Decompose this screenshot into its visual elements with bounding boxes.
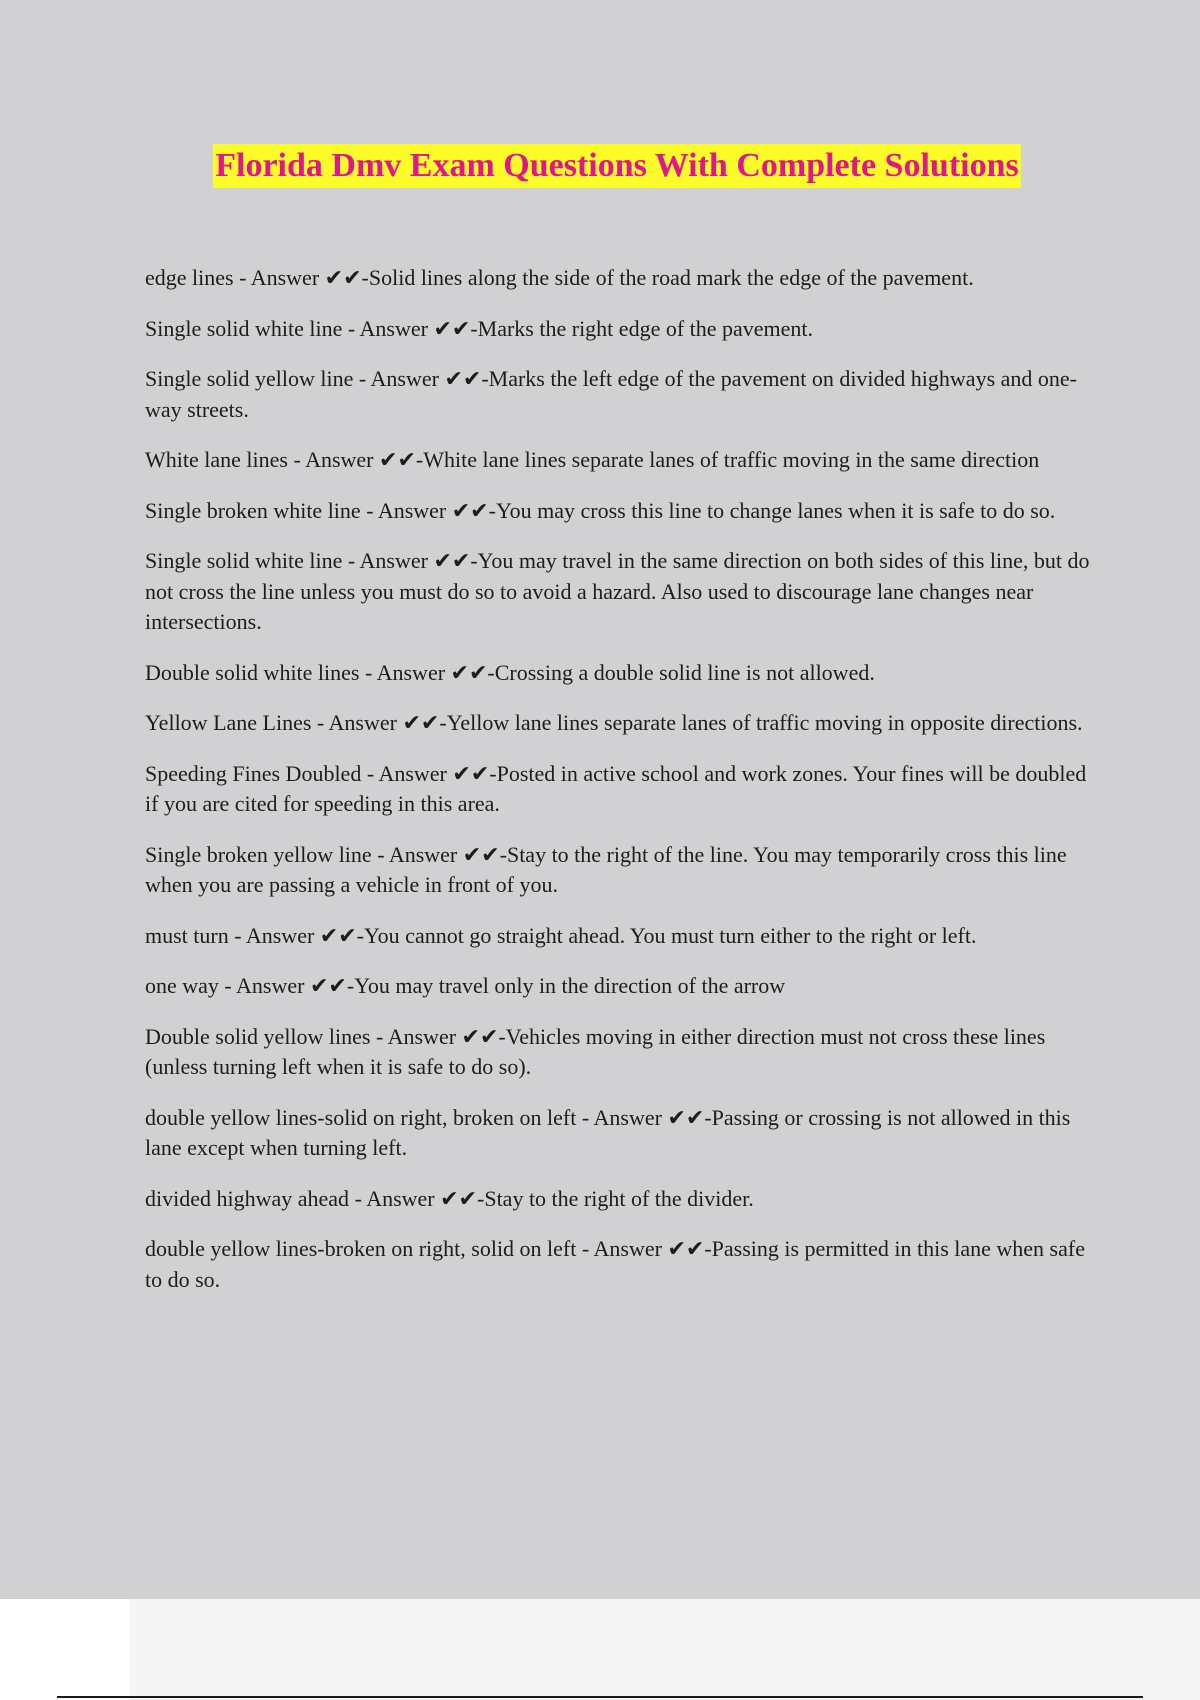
qa-item [145,263,1090,294]
qa-term: Yellow Lane Lines [145,710,312,735]
qa-answer-label: Answer [359,315,428,341]
qa-separator: - [499,841,507,867]
checkmark-icon: ✔✔ [324,265,362,290]
qa-separator: - [477,1185,485,1211]
qa-term: divided highway ahead [145,1185,350,1211]
qa-answer: Solid lines along the side of the road mark the edge of the pavement. [368,265,974,290]
qa-term: White lane lines [145,447,288,472]
qa-answer-label: Answer [366,1185,435,1211]
qa-separator: - [361,265,369,290]
qa-term: must turn [145,922,229,948]
qa-answer: White lane lines separate lanes of traffic moving in the same direction [423,447,1040,472]
qa-answer: Crossing a double solid line is not allowed. [494,659,875,685]
qa-term: Single solid yellow line [145,366,354,391]
qa-term: Single solid white line [145,315,343,341]
qa-separator: - [342,315,360,341]
qa-term: Speeding Fines Doubled [145,760,362,786]
qa-separator: - [704,1236,712,1261]
qa-answer: Stay to the right of the divider. [484,1185,754,1211]
qa-answer: Posted in active school and work zones. Your fines will be doubled if you are cited for speeding in this area. [145,760,1087,816]
qa-term: Single broken yellow line [145,841,372,867]
qa-separator: - [228,922,246,948]
qa-answer-label: Answer [376,659,446,685]
qa-separator: - [371,841,389,867]
title-container [0,144,1200,188]
qa-term: Double solid yellow lines [145,1023,371,1049]
qa-list [145,263,1090,1315]
qa-separator: - [487,659,495,685]
qa-item [145,921,1090,952]
qa-separator: - [489,760,497,786]
qa-separator: - [704,1104,712,1130]
checkmark-icon: ✔✔ [461,1023,499,1049]
qa-separator: - [481,366,489,391]
qa-separator: - [287,447,306,472]
qa-separator: - [498,1023,506,1049]
qa-answer-label: Answer [378,760,447,786]
qa-item [145,496,1090,527]
qa-answer: Stay to the right of the line. You may temporarily cross this line when you are passing a vehicle in front of you. [145,841,1067,897]
qa-answer-label: Answer [387,1023,457,1049]
qa-item [145,658,1090,689]
qa-item [145,759,1090,820]
footer-band [130,1599,1200,1700]
qa-item [145,708,1090,739]
qa-separator: - [576,1236,594,1261]
qa-separator: - [353,366,371,391]
checkmark-icon: ✔✔ [433,315,471,341]
qa-separator: - [218,973,237,998]
qa-answer-label: Answer [593,1236,662,1261]
qa-answer: Marks the left edge of the pavement on divided highways and one-way streets. [145,366,1077,422]
qa-separator: - [356,922,364,948]
checkmark-icon: ✔✔ [450,659,488,685]
qa-term: Single solid white line [145,548,343,573]
qa-item [145,314,1090,345]
qa-answer: Passing or crossing is not allowed in this lane except when turning left. [145,1104,1071,1160]
checkmark-icon: ✔✔ [309,973,347,998]
qa-separator: - [439,710,447,735]
qa-separator: - [470,548,478,573]
qa-separator: - [370,1023,388,1049]
qa-separator: - [415,447,424,472]
qa-separator: - [361,760,379,786]
checkmark-icon: ✔✔ [402,710,440,735]
qa-item [145,1184,1090,1215]
checkmark-icon: ✔✔ [452,760,490,786]
qa-item [145,546,1090,638]
qa-answer: Vehicles moving in either direction must not cross these lines (unless turning left when it is safe to do so). [145,1023,1046,1079]
qa-answer-label: Answer [328,710,397,735]
checkmark-icon: ✔✔ [667,1104,705,1130]
footer-divider [57,1696,1143,1698]
qa-term: Double solid white lines [145,659,360,685]
qa-answer-label: Answer [305,447,374,472]
qa-item [145,445,1090,476]
qa-answer: You may travel in the same direction on both sides of this line, but do not cross the line unless you must do so to avoid a hazard. Also used to discourage lane changes near intersections. [145,548,1090,634]
qa-answer-label: Answer [388,841,458,867]
qa-answer: You may cross this line to change lanes when it is safe to do so. [495,497,1056,523]
checkmark-icon: ✔✔ [667,1236,705,1261]
qa-answer-label: Answer [359,548,428,573]
qa-separator: - [360,497,378,523]
qa-answer-label: Answer [593,1104,662,1130]
qa-item [145,1022,1090,1083]
document-title: Florida Dmv Exam Questions With Complete Solutions [213,144,1020,188]
qa-answer: Marks the right edge of the pavement. [477,315,814,341]
qa-term: edge lines [145,265,234,290]
checkmark-icon: ✔✔ [440,1185,477,1211]
qa-item [145,971,1090,1002]
qa-term: double yellow lines-solid on right, broken on left [145,1104,577,1130]
qa-separator: - [359,659,377,685]
qa-separator: - [470,315,478,341]
qa-term: Single broken white line [145,497,361,523]
qa-answer: You cannot go straight ahead. You must turn either to the right or left. [364,922,977,948]
qa-answer: Passing is permitted in this lane when safe to do so. [145,1236,1085,1292]
qa-separator: - [349,1185,367,1211]
qa-answer-label: Answer [370,366,439,391]
qa-separator: - [576,1104,594,1130]
qa-answer-label: Answer [245,922,315,948]
qa-item [145,364,1090,425]
checkmark-icon: ✔✔ [462,841,500,867]
qa-separator: - [233,265,251,290]
qa-item [145,840,1090,901]
qa-item [145,1234,1090,1295]
qa-term: double yellow lines-broken on right, solid on left [145,1236,577,1261]
qa-answer-label: Answer [250,265,320,290]
qa-answer: You may travel only in the direction of the arrow [354,973,786,998]
qa-answer-label: Answer [236,973,305,998]
qa-separator: - [311,710,329,735]
qa-separator: - [488,497,496,523]
qa-separator: - [346,973,355,998]
qa-item [145,1103,1090,1164]
qa-term: one way [145,973,219,998]
checkmark-icon: ✔✔ [444,366,482,391]
qa-separator: - [342,548,360,573]
checkmark-icon: ✔✔ [379,447,416,472]
checkmark-icon: ✔✔ [451,497,489,523]
qa-answer: Yellow lane lines separate lanes of traffic moving in opposite directions. [446,710,1083,735]
checkmark-icon: ✔✔ [319,922,357,948]
qa-answer-label: Answer [377,497,447,523]
checkmark-icon: ✔✔ [433,548,471,573]
